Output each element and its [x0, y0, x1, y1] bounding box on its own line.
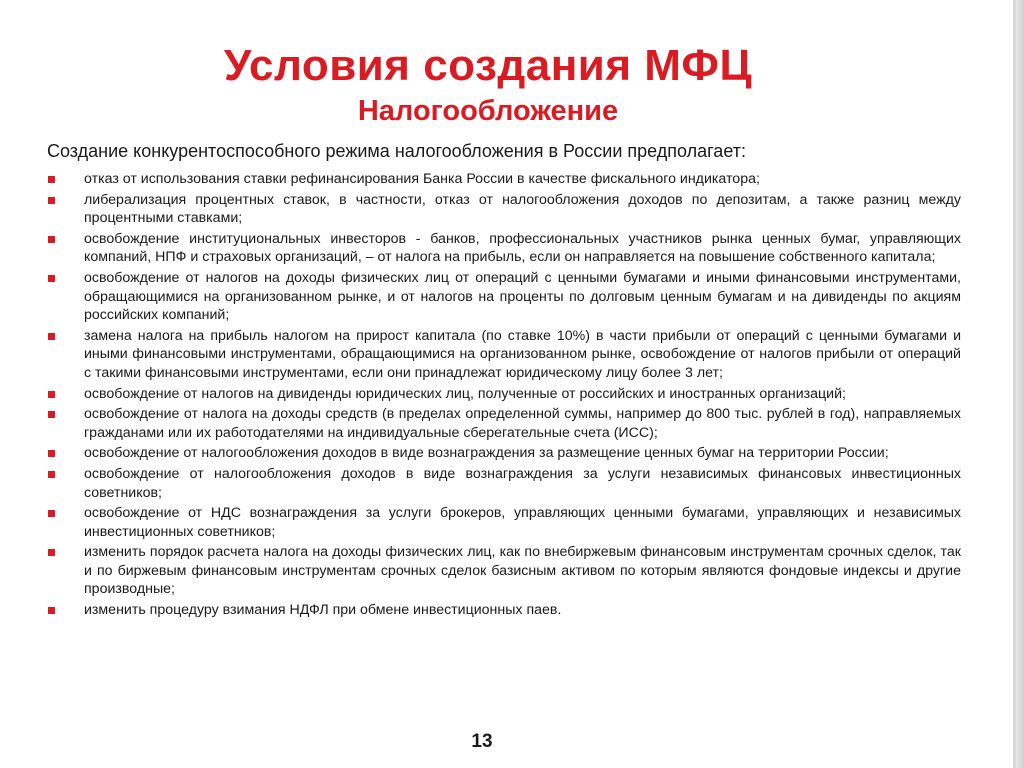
- bullet-item: [47, 444, 961, 463]
- bullet-text: замена налога на прибыль налогом на прирост капитала (по ставке 10%) в части прибыли от операций с ценными бумагами и иными финансовыми инструментами, обращающимися на организованном рынке, освобождение от налогов прибыли от операций с такими финансовыми инструментами, если они принадлежат юридическому лицу более 3 лет;: [84, 327, 961, 381]
- bullet-text: освобождение от налогов на доходы физических лиц от операций с ценными бумагами и иными финансовыми инструментами, обращающимися на организованном рынке, и от налогов на проценты по долговым ценным бумагам и на дивиденды по акциям российских компаний;: [84, 269, 961, 324]
- square-bullet-icon: [48, 411, 55, 418]
- bullet-text: отказ от использования ставки рефинансирования Банка России в качестве фискального индикатора;: [84, 171, 760, 187]
- page-number: 13: [471, 731, 493, 752]
- bullet-item: [47, 170, 961, 189]
- square-bullet-icon: [48, 391, 55, 398]
- bullet-item: [47, 327, 961, 383]
- bullet-text: освобождение от налогообложения доходов в виде вознаграждения за услуги независимых финансовых инвестиционных советников;: [84, 465, 961, 501]
- square-bullet-icon: [48, 607, 55, 614]
- square-bullet-icon: [48, 176, 55, 183]
- intro-text: Создание конкурентоспособного режима налогообложения в России предполагает:: [47, 141, 746, 161]
- bullet-item: [47, 465, 961, 502]
- bullet-item: [47, 269, 961, 325]
- square-bullet-icon: [48, 275, 55, 282]
- square-bullet-icon: [48, 333, 55, 340]
- bullet-item: [47, 504, 961, 541]
- bullet-item: [47, 601, 961, 620]
- right-edge-strip: [1016, 0, 1024, 768]
- bullet-text: освобождение от налога на доходы средств (в пределах определенной суммы, например до 800 тыс. рублей в год), направляемых гражданами или их работодателями на индивидуальные сберегательные счета (ИСС);: [84, 406, 961, 441]
- bullet-text: либерализация процентных ставок, в частности, отказ от налогообложения доходов по депозитам, а также разниц между процентными ставками;: [84, 191, 961, 227]
- square-bullet-icon: [48, 471, 55, 478]
- square-bullet-icon: [48, 450, 55, 457]
- square-bullet-icon: [48, 197, 55, 204]
- bullet-text: освобождение институциональных инвесторов - банков, профессиональных участников рынка ценных бумаг, управляющих компаний, НПФ и страховых организаций, – от налога на прибыль, если он направляется на повышение собственного капитала;: [84, 230, 961, 266]
- bullet-list: [47, 170, 961, 622]
- bullet-text: освобождение от налогообложения доходов в виде вознаграждения за размещение ценных бумаг на территории России;: [84, 445, 889, 462]
- bullet-item: [47, 385, 961, 404]
- bullet-item: [47, 191, 961, 228]
- slide-title: Условия создания МФЦ: [223, 41, 753, 90]
- bullet-item: [47, 230, 961, 267]
- square-bullet-icon: [48, 236, 55, 243]
- bullet-item: [47, 405, 961, 442]
- square-bullet-icon: [48, 510, 55, 517]
- bullet-item: [47, 543, 961, 599]
- bullet-text: изменить процедуру взимания НДФЛ при обмене инвестиционных паев.: [84, 602, 562, 619]
- bullet-text: освобождение от НДС вознаграждения за услуги брокеров, управляющих ценными бумагами, управляющих и независимых инвестиционных советников;: [84, 505, 961, 540]
- slide-subtitle: Налогообложение: [357, 95, 619, 127]
- bullet-text: освобождение от налогов на дивиденды юридических лиц, полученные от российских и иностранных организаций;: [84, 385, 846, 402]
- square-bullet-icon: [48, 549, 55, 556]
- bullet-text: изменить порядок расчета налога на доходы физических лиц, как по внебиржевым финансовым инструментам срочных сделок, так и по биржевым финансовым инструментам срочных сделок базисным активом по которым являются фондовые индексы и другие производные;: [84, 544, 961, 598]
